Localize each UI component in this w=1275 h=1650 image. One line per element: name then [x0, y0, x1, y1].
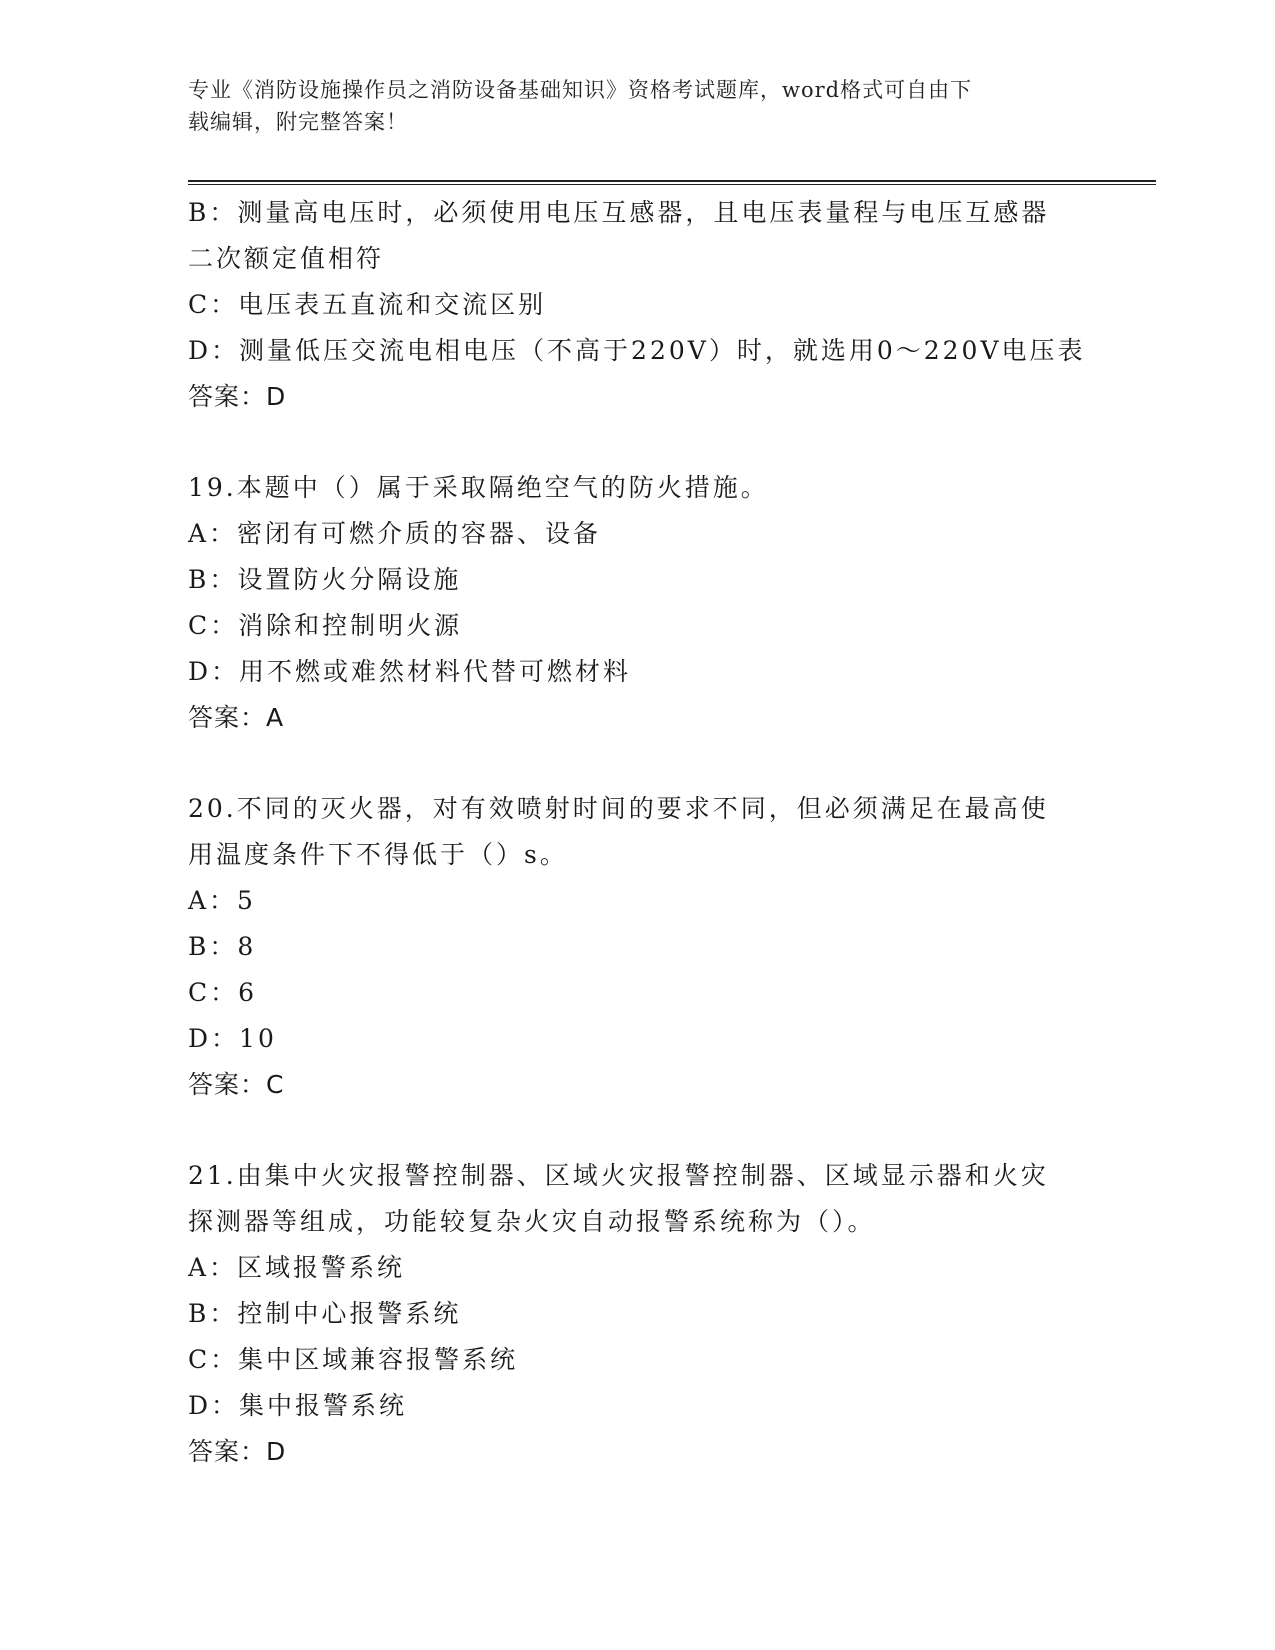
question-text-line-2: 用温度条件下不得低于（）s。: [188, 840, 568, 869]
option-a: A：区域报警系统: [188, 1253, 406, 1282]
option-c: C：电压表五直流和交流区别: [188, 290, 547, 319]
header-divider-thin: [188, 184, 1156, 185]
option-c: C：消除和控制明火源: [188, 611, 463, 640]
option-d: D：测量低压交流电相电压（不高于220V）时，就选用0～220V电压表: [188, 336, 1086, 365]
answer: 答案：C: [188, 1070, 285, 1099]
option-d: D：集中报警系统: [188, 1391, 408, 1420]
document-header: [188, 74, 1088, 138]
option-d: D：10: [188, 1024, 277, 1053]
question-20: [188, 786, 1088, 1108]
question-text-line-1: 20.不同的灭火器，对有效喷射时间的要求不同，但必须满足在最高使: [188, 794, 1049, 823]
header-line-2: 载编辑，附完整答案！: [188, 110, 408, 134]
option-a: A：密闭有可燃介质的容器、设备: [188, 519, 602, 548]
question-21: [188, 1153, 1088, 1475]
question-text: 19.本题中（）属于采取隔绝空气的防火措施。: [188, 473, 769, 502]
question-text-line-2: 探测器等组成，功能较复杂火灾自动报警系统称为（）。: [188, 1207, 876, 1236]
option-b-line-2: 二次额定值相符: [188, 244, 385, 273]
header-line-1: 专业《消防设施操作员之消防设备基础知识》资格考试题库，word格式可自由下: [188, 78, 973, 102]
answer: 答案：D: [188, 382, 287, 411]
header-divider-thick: [188, 180, 1156, 182]
option-c: C：集中区域兼容报警系统: [188, 1345, 519, 1374]
option-d: D：用不燃或难然材料代替可燃材料: [188, 657, 632, 686]
question-content: [188, 190, 1088, 1520]
answer: 答案：A: [188, 703, 285, 732]
question-19: [188, 465, 1088, 741]
question-18-tail: [188, 190, 1088, 420]
option-b: B：设置防火分隔设施: [188, 565, 462, 594]
answer: 答案：D: [188, 1437, 287, 1466]
option-a: A：5: [188, 886, 256, 915]
option-b: B：8: [188, 932, 257, 961]
question-text-line-1: 21.由集中火灾报警控制器、区域火灾报警控制器、区域显示器和火灾: [188, 1161, 1049, 1190]
option-b-line-1: B：测量高电压时，必须使用电压互感器，且电压表量程与电压互感器: [188, 198, 1050, 227]
option-b: B：控制中心报警系统: [188, 1299, 462, 1328]
option-c: C：6: [188, 978, 258, 1007]
